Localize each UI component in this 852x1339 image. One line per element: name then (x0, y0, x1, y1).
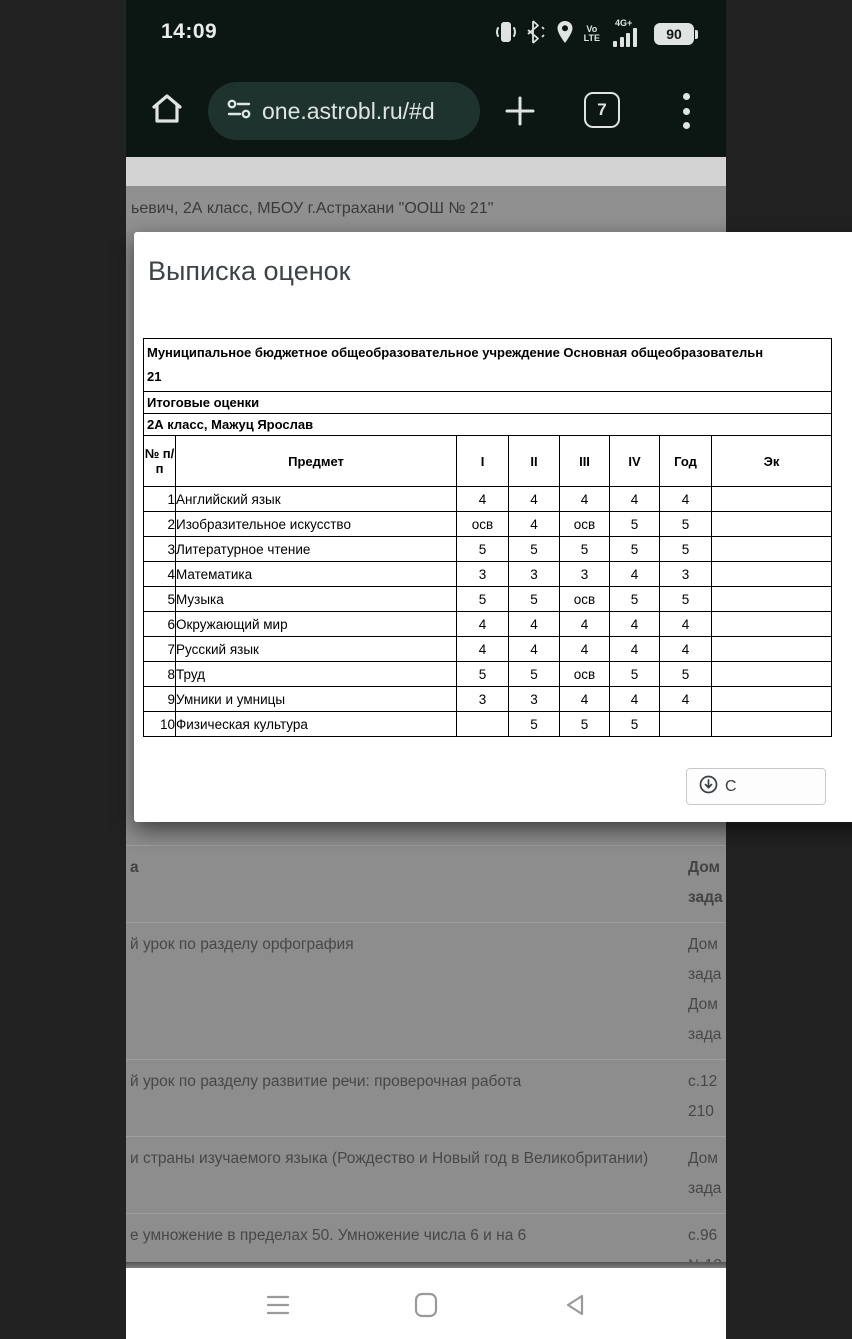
homework-row (126, 1136, 726, 1213)
column-header: Эк (712, 436, 832, 487)
site-settings-icon[interactable] (226, 98, 252, 125)
grade-cell: осв (560, 662, 610, 687)
grade-cell (712, 562, 832, 587)
table-full-row: Итоговые оценки (144, 392, 832, 414)
grade-cell (712, 712, 832, 737)
grade-cell: 5 (560, 537, 610, 562)
grade-cell: 3 (560, 562, 610, 587)
location-icon (555, 19, 575, 50)
grade-cell (712, 662, 832, 687)
grade-row (144, 712, 832, 737)
grade-cell: 5 (560, 712, 610, 737)
lesson-topic-text: е умножение в пределах 50. Умножение числа 6 и на 6 (130, 1227, 527, 1244)
grade-cell: 4 (610, 487, 660, 512)
subject-cell: Математика (176, 562, 457, 587)
grade-cell: 3 (660, 562, 712, 587)
tab-switcher-button[interactable] (584, 92, 620, 128)
homework-text: Дом зада Дом зада (688, 936, 722, 1043)
row-number-cell: 1 (144, 487, 176, 512)
row-number-cell: 3 (144, 537, 176, 562)
table-full-row: 2А класс, Мажуц Ярослав (144, 414, 832, 436)
grade-cell: 5 (457, 662, 509, 687)
homework-text: с.12 210 (688, 1073, 718, 1120)
row-number-cell: 8 (144, 662, 176, 687)
grade-cell: 4 (457, 487, 509, 512)
lesson-topic-text: й урок по разделу развитие речи: проверочная работа (130, 1073, 522, 1090)
page-homework-section (126, 822, 726, 1262)
grade-cell: 5 (660, 587, 712, 612)
grade-cell: 4 (660, 687, 712, 712)
grade-row (144, 537, 832, 562)
grade-row (144, 512, 832, 537)
browser-toolbar (126, 64, 726, 157)
subject-cell: Окружающий мир (176, 612, 457, 637)
grade-cell (712, 487, 832, 512)
grade-cell: 5 (660, 537, 712, 562)
student-header-text: ьевич, 2А класс, МБОУ г.Астрахани "ООШ № 21" (131, 200, 494, 217)
grade-cell: 5 (610, 662, 660, 687)
menu-button[interactable] (674, 90, 698, 132)
grade-cell: 5 (660, 662, 712, 687)
grade-cell: 4 (509, 612, 560, 637)
battery-icon (654, 23, 698, 45)
row-number-cell: 10 (144, 712, 176, 737)
grade-cell: 4 (560, 612, 610, 637)
volte-icon: Vo LTE (583, 24, 600, 43)
grade-cell: 4 (660, 487, 712, 512)
grade-cell: 5 (610, 537, 660, 562)
lesson-topic-text: й урок по разделу орфография (130, 936, 354, 953)
grade-cell: 5 (509, 712, 560, 737)
subject-cell: Физическая культура (176, 712, 457, 737)
clock: 14:09 (161, 20, 218, 43)
grade-cell: 5 (509, 537, 560, 562)
column-header: III (560, 436, 610, 487)
subject-cell: Музыка (176, 587, 457, 612)
row-number-cell: 9 (144, 687, 176, 712)
grade-cell: 4 (560, 687, 610, 712)
grade-cell: 4 (610, 612, 660, 637)
phone-screen (126, 0, 780, 1339)
grade-cell: 5 (610, 512, 660, 537)
grade-cell (457, 712, 509, 737)
row-number-cell: 6 (144, 612, 176, 637)
grade-cell: 5 (457, 537, 509, 562)
download-button[interactable] (686, 768, 826, 805)
column-header: Предмет (176, 436, 457, 487)
homework-header-row (126, 845, 726, 922)
grades-table (143, 338, 832, 737)
grade-cell: осв (560, 587, 610, 612)
row-number-cell: 4 (144, 562, 176, 587)
recents-button[interactable] (265, 1292, 291, 1318)
grade-cell: 5 (509, 587, 560, 612)
grade-cell: 5 (610, 587, 660, 612)
grade-cell: 4 (560, 637, 610, 662)
column-header: IV (610, 436, 660, 487)
signal-icon (609, 19, 645, 49)
grade-cell (712, 512, 832, 537)
home-button[interactable] (148, 90, 186, 128)
browser-chrome (126, 0, 726, 157)
download-label: С (725, 777, 737, 795)
grade-cell (660, 712, 712, 737)
grade-cell: 5 (457, 587, 509, 612)
subject-cell: Умники и умницы (176, 687, 457, 712)
battery-percent: 90 (654, 23, 694, 45)
row-number-cell: 2 (144, 512, 176, 537)
column-header: II (509, 436, 560, 487)
vibrate-icon (495, 19, 517, 50)
grade-row (144, 687, 832, 712)
row-number-cell: 5 (144, 587, 176, 612)
new-tab-button[interactable] (500, 91, 540, 131)
grade-cell: 4 (610, 637, 660, 662)
grade-cell: 4 (560, 487, 610, 512)
row-number-cell: 7 (144, 637, 176, 662)
grade-row (144, 587, 832, 612)
grade-cell: 4 (457, 612, 509, 637)
home-nav-button[interactable] (413, 1292, 439, 1318)
column-header: I (457, 436, 509, 487)
grade-cell (712, 687, 832, 712)
grade-cell: осв (560, 512, 610, 537)
column-header: Год (660, 436, 712, 487)
column-header: № п/п (144, 436, 176, 487)
url-bar[interactable] (208, 82, 480, 140)
page-header-band (126, 186, 726, 232)
homework-text: Дом зада (688, 859, 723, 906)
subject-cell: Русский язык (176, 637, 457, 662)
grade-cell (712, 537, 832, 562)
homework-row (126, 922, 726, 1059)
grade-cell (712, 637, 832, 662)
bluetooth-icon (526, 19, 546, 50)
back-button[interactable] (562, 1292, 588, 1318)
subject-cell: Литературное чтение (176, 537, 457, 562)
grade-cell: 4 (509, 512, 560, 537)
grade-cell: 3 (457, 687, 509, 712)
page-top-strip (126, 157, 726, 186)
grade-row (144, 637, 832, 662)
grade-cell: 4 (610, 687, 660, 712)
status-icons (495, 17, 698, 51)
lesson-topic-text: а (130, 859, 139, 876)
lesson-topic-text: и страны изучаемого языка (Рождество и Новый год в Великобритании) (130, 1150, 649, 1167)
subject-cell: Труд (176, 662, 457, 687)
grade-row (144, 487, 832, 512)
grade-cell: 5 (610, 712, 660, 737)
homework-text: Дом зада (688, 1150, 722, 1197)
grades-modal (134, 232, 852, 822)
grade-cell: 4 (660, 637, 712, 662)
grade-cell (712, 612, 832, 637)
grade-cell: 3 (509, 562, 560, 587)
grade-cell (712, 587, 832, 612)
grade-row (144, 612, 832, 637)
status-bar (126, 0, 726, 64)
grade-cell: осв (457, 512, 509, 537)
grade-cell: 3 (509, 687, 560, 712)
download-icon (699, 775, 718, 799)
subject-cell: Английский язык (176, 487, 457, 512)
table-full-row: Муниципальное бюджетное общеобразовательное учреждение Основная общеобразовательн 21 (144, 339, 832, 392)
network-type-label: 4G+ (615, 18, 633, 28)
grade-cell: 3 (457, 562, 509, 587)
grade-cell: 4 (509, 487, 560, 512)
homework-text: с.96 (688, 1227, 718, 1244)
modal-title: Выписка оценок (148, 256, 351, 286)
grade-cell: 4 (610, 562, 660, 587)
tab-count: 7 (597, 100, 607, 119)
grade-row (144, 562, 832, 587)
url-text[interactable]: one.astrobl.ru/#d (262, 97, 435, 124)
grade-cell: 5 (509, 662, 560, 687)
homework-row (126, 1059, 726, 1136)
android-navbar (126, 1268, 726, 1339)
grade-cell: 4 (457, 637, 509, 662)
grade-cell: 5 (660, 512, 712, 537)
subject-cell: Изобразительное искусство (176, 512, 457, 537)
grade-cell: 4 (509, 637, 560, 662)
grade-cell: 4 (660, 612, 712, 637)
grade-row (144, 662, 832, 687)
